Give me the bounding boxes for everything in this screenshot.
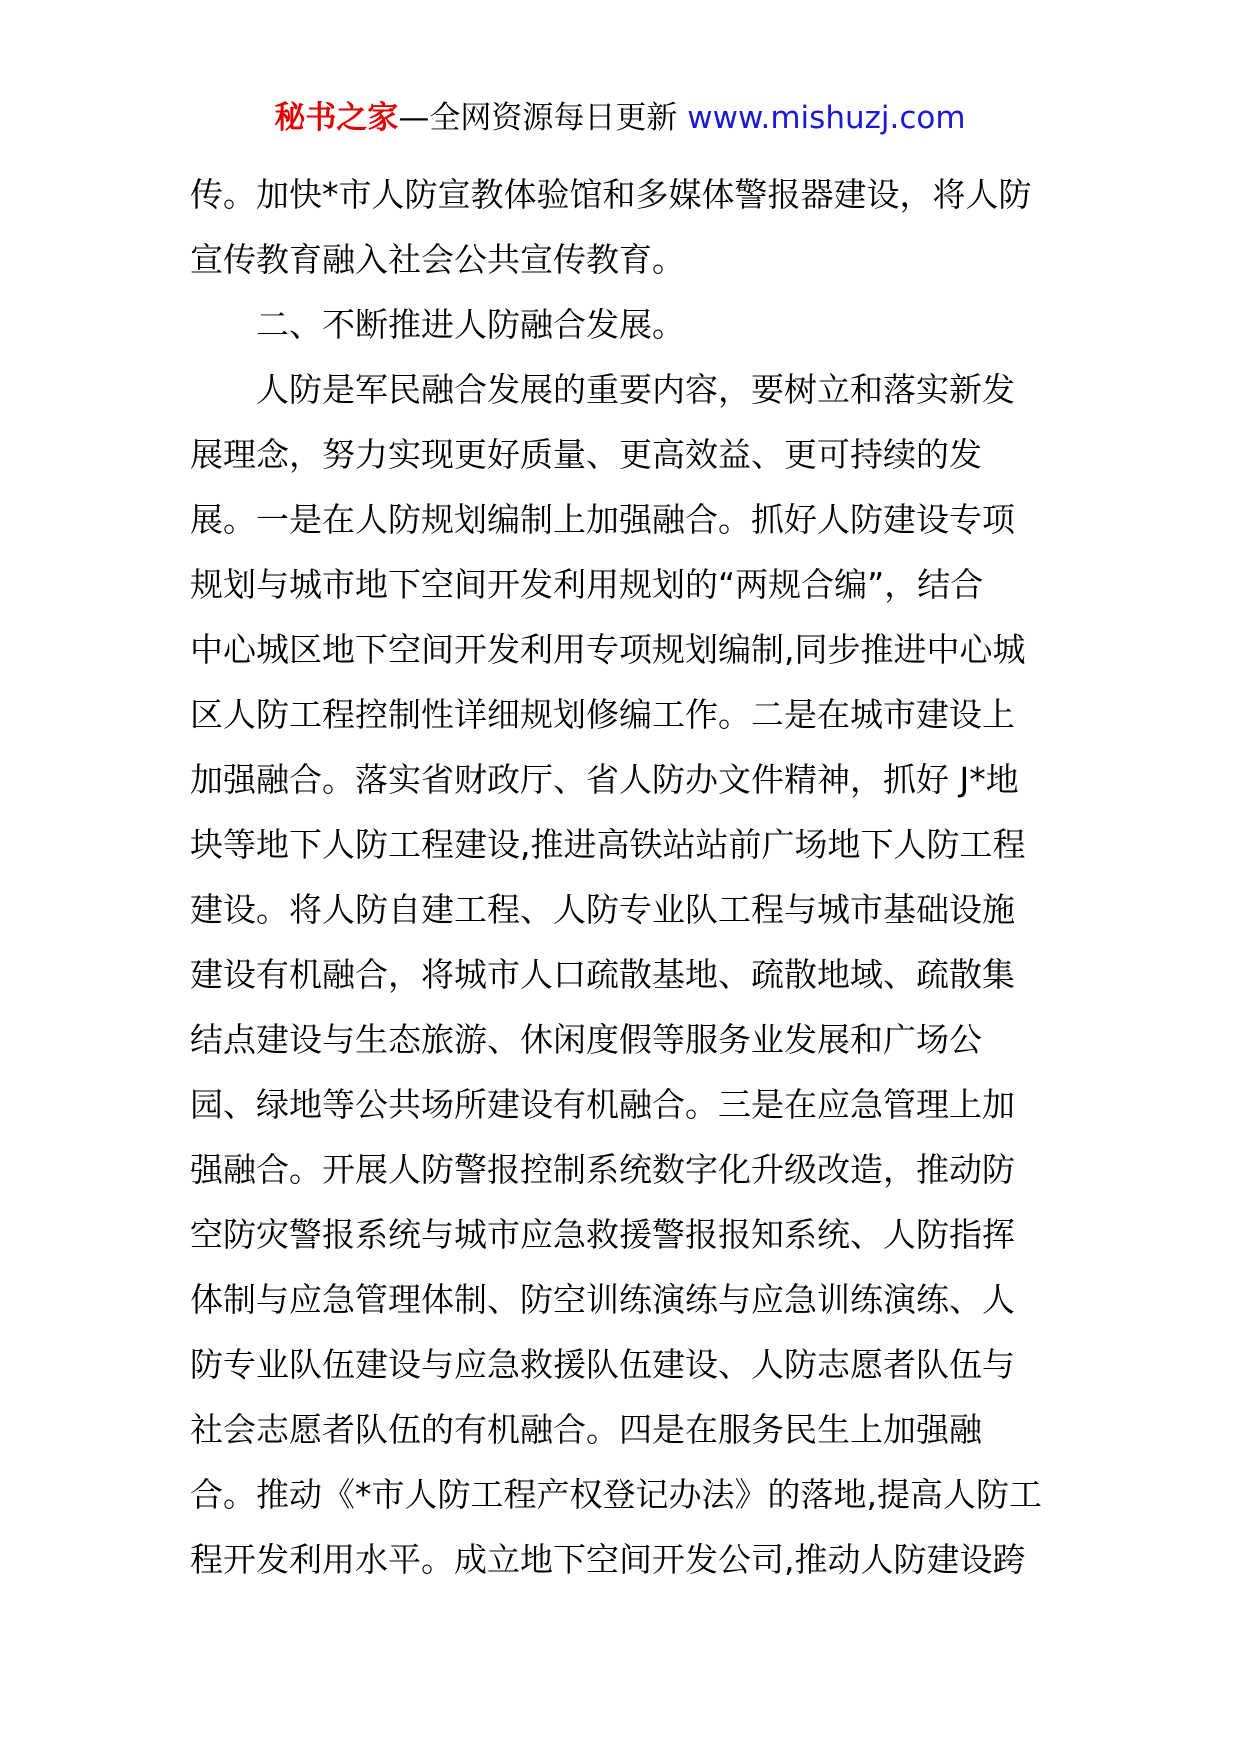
text-line: 加强融合。落实省财政厅、省人防办文件精神，抓好 J*地 [190,760,1019,799]
text-line: 建设有机融合，将城市人口疏散基地、疏散地域、疏散集 [190,955,1015,994]
text-line: 体制与应急管理体制、防空训练演练与应急训练演练、人 [190,1280,1015,1319]
text-line: 强融合。开展人防警报控制系统数字化升级改造，推动防 [190,1150,1015,1189]
site-brand: 秘书之家 [274,100,399,136]
text-line: 区人防工程控制性详细规划修编工作。二是在城市建设上 [190,695,1015,734]
text-line: 块等地下人防工程建设,推进高铁站站前广场地下人防工程 [190,825,1026,864]
text-line: 中心城区地下空间开发利用专项规划编制,同步推进中心城 [190,630,1026,669]
text-line: 建设。将人防自建工程、人防专业队工程与城市基础设施 [190,890,1015,929]
text-line: 社会志愿者队伍的有机融合。四是在服务民生上加强融 [190,1410,982,1449]
paragraph-start-line: 人防是军民融合发展的重要内容，要树立和落实新发 [256,370,1015,409]
text-line: 园、绿地等公共场所建设有机融合。三是在应急管理上加 [190,1085,1015,1124]
text-line: 展。一是在人防规划编制上加强融合。抓好人防建设专项 [190,500,1015,539]
text-line: 程开发利用水平。成立地下空间开发公司,推动人防建设跨 [190,1540,1026,1579]
text-line: 合。推动《*市人防工程产权登记办法》的落地,提高人防工 [190,1475,1042,1514]
text-line: 宣传教育融入社会公共宣传教育。 [190,240,685,279]
text-line: 空防灾警报系统与城市应急救援警报报知系统、人防指挥 [190,1215,1015,1254]
document-body [190,162,1070,1592]
text-line: 展理念，努力实现更好质量、更高效益、更可持续的发 [190,435,982,474]
text-line: 结点建设与生态旅游、休闲度假等服务业发展和广场公 [190,1020,982,1059]
section-heading: 二、不断推进人防融合发展。 [256,305,685,344]
header-tagline: —全网资源每日更新 [398,100,688,136]
site-url-link[interactable]: www.mishuzj.com [687,100,966,136]
text-line: 规划与城市地下空间开发利用规划的“两规合编”，结合 [190,565,984,604]
page-header [0,98,1240,138]
text-line: 传。加快*市人防宣教体验馆和多媒体警报器建设，将人防 [190,175,1032,214]
text-line: 防专业队伍建设与应急救援队伍建设、人防志愿者队伍与 [190,1345,1015,1384]
